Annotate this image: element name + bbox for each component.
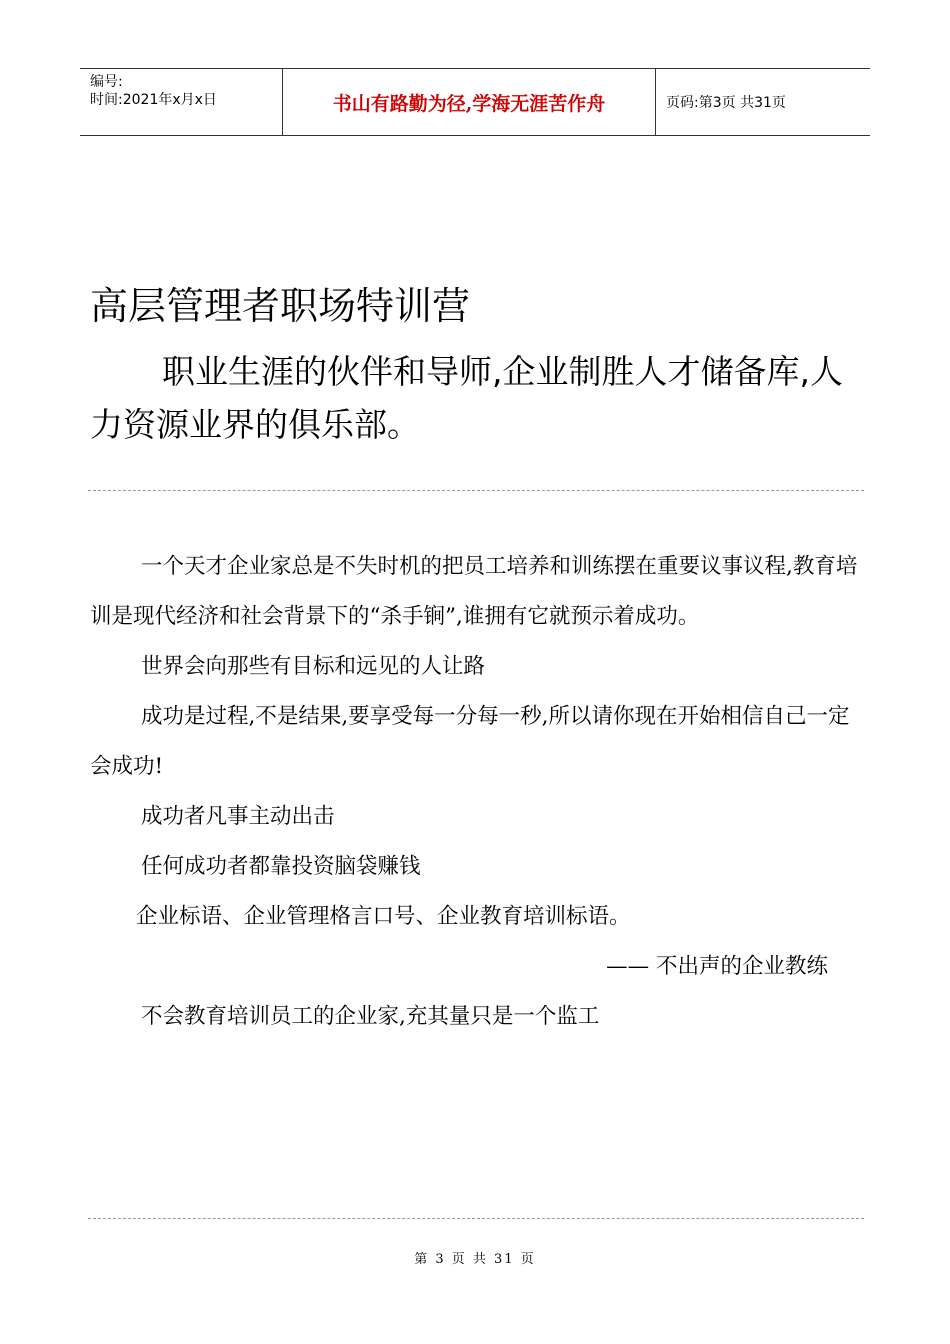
page-title: 高层管理者职场特训营 — [90, 284, 471, 328]
header-meta — [80, 69, 282, 135]
paragraph-5: 任何成功者都靠投资脑袋赚钱 — [141, 854, 421, 879]
paragraph-3: 成功是过程,不是结果,要享受每一分每一秒,所以请你现在开始相信自己一定会成功! — [90, 704, 850, 779]
paragraph-8: 不会教育培训员工的企业家,充其量只是一个监工 — [141, 1004, 600, 1029]
header-table — [80, 68, 870, 136]
header-page-cell — [656, 69, 870, 135]
paragraph-2: 世界会向那些有目标和远见的人让路 — [141, 654, 486, 679]
number-label: 编号: — [90, 74, 123, 90]
paragraph-1: 一个天才企业家总是不失时机的把员工培养和训练摆在重要议事议程,教育培训是现代经济和社会背景下的“杀手锏”,谁拥有它就预示着成功。 — [90, 554, 858, 629]
body-text — [90, 542, 866, 1042]
page-footer: 第 3 页 共 31 页 — [414, 1252, 536, 1267]
header-motto-cell — [282, 69, 656, 135]
divider-bottom — [88, 1218, 864, 1219]
paragraph-4: 成功者凡事主动出击 — [141, 804, 335, 829]
header-motto: 书山有路勤为径,学海无涯苦作舟 — [332, 92, 606, 115]
signature-line: —— 不出声的企业教练 — [606, 954, 828, 979]
page-label: 页码:第3页 共31页 — [666, 95, 786, 111]
paragraph-6: 企业标语、企业管理格言口号、企业教育培训标语。 — [136, 904, 631, 929]
divider-top — [88, 490, 864, 491]
tagline: 职业生涯的伙伴和导师,企业制胜人才储备库,人力资源业界的俱乐部。 — [90, 352, 843, 444]
time-label: 时间:2021年x月x日 — [90, 92, 217, 108]
